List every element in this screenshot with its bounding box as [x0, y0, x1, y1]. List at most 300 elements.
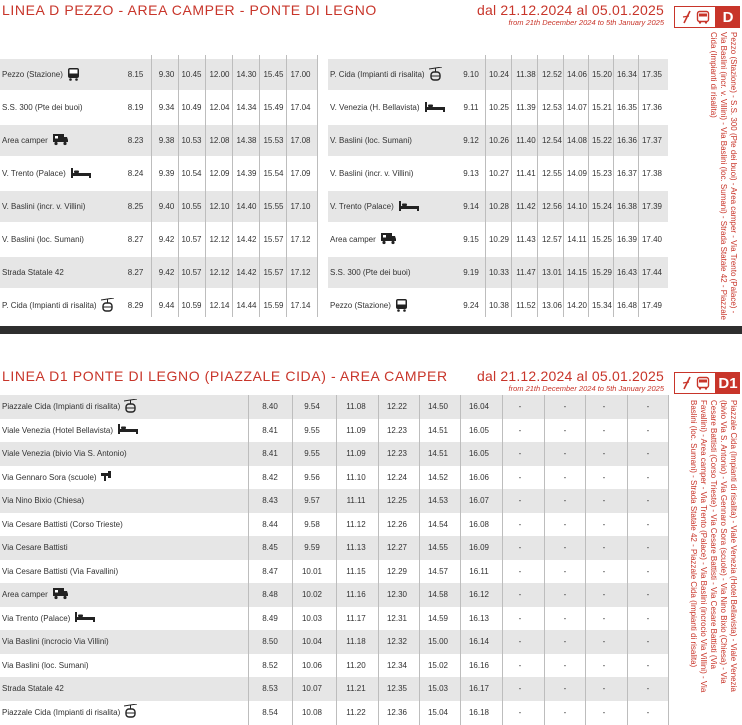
time-cell: 16.04 — [468, 402, 490, 412]
time-cell: - — [518, 566, 522, 576]
time-cell: 14.53 — [427, 496, 449, 506]
time-cell: - — [563, 449, 567, 459]
table-row — [0, 419, 668, 443]
stop-label: Pezzo (Stazione) — [2, 70, 63, 79]
stop-label: V. Baslini (incr. v. Villini) — [330, 169, 414, 178]
time-cell: 14.42 — [236, 235, 257, 244]
time-cell: 9.42 — [158, 268, 175, 277]
time-cell: 8.19 — [127, 103, 144, 112]
time-cell: 12.57 — [541, 235, 563, 244]
table-row — [0, 224, 318, 255]
time-cell: 9.44 — [158, 301, 175, 310]
time-cell: 12.23 — [386, 449, 408, 459]
time-cell: 8.44 — [262, 519, 278, 529]
stop-label: V. Trento (Palace) — [2, 169, 66, 178]
time-cell: 14.30 — [236, 70, 257, 79]
stop-name — [2, 442, 127, 466]
time-cell: - — [518, 543, 522, 553]
camper-icon — [52, 587, 69, 602]
time-cell: 11.10 — [346, 472, 366, 482]
stop-label: Strada Statale 42 — [2, 268, 64, 277]
time-cell: 16.13 — [468, 613, 490, 623]
bed-icon — [398, 201, 420, 213]
time-cell: - — [563, 472, 567, 482]
bus-icon — [696, 10, 710, 24]
time-cell: 14.10 — [566, 202, 588, 211]
time-cell: 17.36 — [641, 103, 663, 112]
stop-name — [2, 224, 84, 255]
time-cell: 15.22 — [591, 136, 613, 145]
table-row — [0, 701, 668, 725]
column-divider — [585, 395, 586, 725]
time-cell: - — [518, 449, 522, 459]
time-cell: 14.44 — [236, 301, 257, 310]
time-cell: 12.23 — [386, 425, 408, 435]
column-divider — [511, 55, 512, 317]
time-cell: 11.52 — [516, 301, 536, 310]
time-cell: - — [646, 402, 650, 412]
time-cell: - — [646, 519, 650, 529]
table-row — [0, 489, 668, 513]
time-cell: 9.56 — [304, 472, 320, 482]
time-cell: - — [518, 425, 522, 435]
time-cell: 9.12 — [463, 136, 479, 145]
time-cell: 15.00 — [427, 637, 449, 647]
stop-name — [2, 92, 83, 123]
time-cell: - — [646, 566, 650, 576]
line-d-letter: D — [716, 6, 740, 28]
time-cell: 11.08 — [346, 402, 366, 412]
timetable-panel-line-d1 — [0, 360, 742, 717]
time-cell: - — [518, 472, 522, 482]
table-row — [0, 677, 668, 701]
table-row — [0, 125, 318, 156]
time-cell: 9.10 — [463, 70, 479, 79]
time-cell: 17.37 — [641, 136, 663, 145]
time-cell: 8.41 — [262, 449, 278, 459]
time-cell: 8.53 — [262, 684, 278, 694]
stop-name — [2, 489, 84, 513]
time-cell: - — [518, 660, 522, 670]
time-cell: 10.02 — [301, 590, 323, 600]
time-cell: 8.41 — [262, 425, 278, 435]
time-cell: 8.40 — [262, 402, 278, 412]
stop-name — [330, 257, 411, 288]
time-cell: 16.35 — [616, 103, 638, 112]
time-cell: - — [646, 707, 650, 717]
stop-name — [2, 630, 109, 654]
time-cell: 12.25 — [386, 496, 408, 506]
table-row — [0, 257, 318, 288]
time-cell: - — [602, 590, 606, 600]
time-cell: 15.21 — [591, 103, 613, 112]
bus-icon — [696, 376, 710, 390]
time-cell: 17.10 — [290, 202, 311, 211]
time-cell: 12.36 — [386, 707, 408, 717]
time-cell: 14.59 — [427, 613, 449, 623]
time-cell: 15.03 — [427, 684, 449, 694]
time-cell: 9.58 — [304, 519, 320, 529]
time-cell: - — [602, 402, 606, 412]
time-cell: 15.59 — [263, 301, 284, 310]
time-cell: 12.56 — [541, 202, 563, 211]
time-cell: 8.27 — [127, 268, 144, 277]
time-cell: 16.43 — [616, 268, 638, 277]
time-cell: 8.15 — [127, 70, 144, 79]
time-cell: 9.59 — [304, 543, 320, 553]
time-cell: 9.55 — [304, 449, 320, 459]
time-cell: 12.35 — [386, 684, 408, 694]
line-d1-route-text: Piazzale Cida (Impianti di risalita) - Viale Venezia (Hotel Bellavista) - Viale Venezia (bivio Via S. Antonio) - Via Gennaro Sora (scuole) - Via Nino Bixio (Chiesa) - Via Cesare Battisti (Corso Trieste) - Via Cesare Battisti - Via Cesare Battisti (Via Favallini) - Area camper - Via Trento (Palace) - Via Baslini (incrocio Via Villini) - Via Baslini (loc. Sumani) - Strada Statale 42 - Piazzale Cida (Impianti di risalita) — [689, 400, 738, 693]
stop-name — [2, 419, 139, 443]
time-cell: 15.20 — [591, 70, 613, 79]
line-d1-route-vertical — [684, 400, 738, 700]
time-cell: 9.39 — [158, 169, 175, 178]
time-cell: 9.15 — [463, 235, 479, 244]
time-cell: 17.38 — [641, 169, 663, 178]
stop-label: P. Cida (Impianti di risalita) — [330, 70, 425, 79]
time-cell: 8.27 — [127, 235, 144, 244]
time-cell: 14.57 — [427, 566, 449, 576]
time-cell: 11.12 — [346, 519, 366, 529]
time-cell: 16.07 — [468, 496, 490, 506]
table-row — [0, 513, 668, 537]
column-divider — [292, 395, 293, 725]
time-cell: 12.27 — [386, 543, 408, 553]
time-cell: - — [646, 472, 650, 482]
stop-label: Via Baslini (incrocio Via Villini) — [2, 637, 109, 647]
time-cell: 8.48 — [262, 590, 278, 600]
table-row — [0, 654, 668, 678]
column-divider — [563, 55, 564, 317]
time-cell: 17.12 — [290, 235, 311, 244]
time-cell: 11.42 — [516, 202, 536, 211]
time-cell: 9.55 — [304, 425, 320, 435]
time-cell: 9.40 — [158, 202, 175, 211]
stop-name — [2, 701, 137, 725]
time-cell: 12.29 — [386, 566, 408, 576]
stop-name — [330, 191, 420, 222]
time-cell: 10.59 — [181, 301, 202, 310]
line-d-date-range: dal 21.12.2024 al 05.01.2025 — [477, 2, 664, 18]
column-divider — [232, 55, 233, 317]
table-row — [328, 224, 668, 255]
time-cell: 11.13 — [346, 543, 366, 553]
time-cell: 10.33 — [488, 268, 510, 277]
table-row — [0, 92, 318, 123]
time-cell: 10.24 — [488, 70, 510, 79]
time-cell: 14.42 — [236, 268, 257, 277]
time-cell: 10.45 — [181, 70, 202, 79]
time-cell: 9.14 — [463, 202, 479, 211]
time-cell: 14.15 — [566, 268, 588, 277]
time-cell: - — [646, 425, 650, 435]
time-cell: 15.45 — [263, 70, 284, 79]
table-row — [0, 290, 318, 321]
camper-icon — [380, 232, 397, 247]
time-cell: 11.22 — [346, 707, 366, 717]
time-cell: 14.07 — [566, 103, 588, 112]
stop-name — [2, 513, 123, 537]
time-cell: - — [563, 496, 567, 506]
column-divider — [378, 395, 379, 725]
stop-name — [2, 607, 96, 631]
time-cell: 15.54 — [263, 169, 284, 178]
cablecar-icon — [124, 704, 137, 720]
time-cell: 14.54 — [427, 519, 449, 529]
stop-name — [2, 583, 69, 607]
time-cell: - — [602, 613, 606, 623]
time-cell: - — [602, 519, 606, 529]
table-row — [0, 442, 668, 466]
column-divider — [627, 395, 628, 725]
line-d1-title: LINEA D1 PONTE DI LEGNO (PIAZZALE CIDA) - AREA CAMPER — [2, 368, 448, 384]
time-cell: - — [602, 637, 606, 647]
time-cell: 8.49 — [262, 613, 278, 623]
time-cell: 15.57 — [263, 268, 284, 277]
time-cell: - — [563, 402, 567, 412]
time-cell: 12.04 — [209, 103, 230, 112]
time-cell: 11.21 — [346, 684, 366, 694]
stop-label: Via Gennaro Sora (scuole) — [2, 472, 97, 482]
time-cell: - — [563, 425, 567, 435]
time-cell: 8.23 — [127, 136, 144, 145]
time-cell: 17.49 — [641, 301, 663, 310]
time-cell: 17.44 — [641, 268, 663, 277]
stop-name — [2, 654, 89, 678]
time-cell: 15.04 — [427, 707, 449, 717]
stop-name — [330, 290, 408, 321]
time-cell: 11.20 — [346, 660, 366, 670]
time-cell: 15.49 — [263, 103, 284, 112]
time-cell: - — [602, 660, 606, 670]
time-cell: 12.08 — [209, 136, 230, 145]
time-cell: 12.30 — [386, 590, 408, 600]
badge-icons — [674, 372, 716, 394]
time-cell: - — [518, 684, 522, 694]
time-cell: 17.39 — [641, 202, 663, 211]
line-d1-letter: D1 — [716, 372, 740, 394]
stop-name — [2, 395, 137, 419]
line-d-route-text: Pezzo (Stazione) - S.S. 300 (Pte dei buoi) - Area camper - Via Trento (Palace) - Via Baslini (incr. v. Villini) - Via Baslini (loc. Sumani) - Strada Statale 42 - Piazzale Cida (Impianti di risalita) — [709, 32, 738, 320]
time-cell: 12.26 — [386, 519, 408, 529]
time-cell: - — [646, 449, 650, 459]
time-cell: 12.12 — [209, 268, 230, 277]
table-row — [0, 536, 668, 560]
time-cell: 14.51 — [427, 449, 449, 459]
time-cell: - — [563, 613, 567, 623]
column-divider — [613, 55, 614, 317]
stop-name — [2, 560, 118, 584]
time-cell: 14.58 — [427, 590, 449, 600]
time-cell: 16.34 — [616, 70, 638, 79]
table-row — [328, 59, 668, 90]
badge-icons — [674, 6, 716, 28]
panel-divider — [0, 326, 742, 334]
time-cell: 16.38 — [616, 202, 638, 211]
time-cell: 12.52 — [541, 70, 563, 79]
time-cell: 9.11 — [463, 103, 479, 112]
time-cell: 16.14 — [468, 637, 490, 647]
column-divider — [248, 395, 249, 725]
time-cell: 16.05 — [468, 425, 490, 435]
time-cell: 11.09 — [346, 425, 366, 435]
time-cell: 8.24 — [127, 169, 144, 178]
time-cell: 9.19 — [463, 268, 479, 277]
time-cell: - — [646, 637, 650, 647]
table-row — [328, 257, 668, 288]
time-cell: 14.20 — [566, 301, 588, 310]
bed-icon — [74, 612, 96, 624]
time-cell: 16.36 — [616, 136, 638, 145]
time-cell: 15.02 — [427, 660, 449, 670]
time-cell: 15.57 — [263, 235, 284, 244]
time-cell: 11.40 — [516, 136, 536, 145]
line-d-route-vertical — [684, 32, 738, 322]
time-cell: 14.39 — [236, 169, 257, 178]
stop-label: Via Trento (Palace) — [2, 613, 71, 623]
time-cell: 12.31 — [386, 613, 408, 623]
time-cell: 12.14 — [209, 301, 230, 310]
time-cell: 10.03 — [301, 613, 323, 623]
time-cell: - — [646, 613, 650, 623]
time-cell: 15.34 — [591, 301, 613, 310]
stop-name — [330, 125, 412, 156]
time-cell: 16.37 — [616, 169, 638, 178]
time-cell: 12.24 — [386, 472, 408, 482]
time-cell: - — [563, 519, 567, 529]
time-cell: - — [563, 707, 567, 717]
table-row — [0, 191, 318, 222]
bed-icon — [424, 102, 446, 114]
time-cell: 11.43 — [516, 235, 536, 244]
time-cell: 14.51 — [427, 425, 449, 435]
bus-icon — [395, 298, 408, 314]
time-cell: 12.00 — [209, 70, 230, 79]
stop-label: Via Cesare Battisti (Via Favallini) — [2, 566, 119, 576]
time-cell: 16.11 — [469, 566, 489, 576]
time-cell: 12.53 — [541, 103, 563, 112]
time-cell: 10.01 — [301, 566, 323, 576]
time-cell: 12.10 — [209, 202, 230, 211]
time-cell: - — [646, 543, 650, 553]
time-cell: 16.18 — [468, 707, 490, 717]
time-cell: 10.55 — [181, 202, 202, 211]
time-cell: 14.40 — [236, 202, 257, 211]
time-cell: - — [563, 543, 567, 553]
stop-label: Viale Venezia (Hotel Bellavista) — [2, 425, 114, 435]
table-row — [328, 158, 668, 189]
stop-name — [2, 191, 85, 222]
time-cell: 16.17 — [468, 684, 490, 694]
column-divider — [419, 395, 420, 725]
time-cell: - — [563, 590, 567, 600]
line-d1-dates — [477, 368, 664, 393]
time-cell: 10.27 — [488, 169, 510, 178]
time-cell: 10.08 — [301, 707, 323, 717]
time-cell: 17.14 — [290, 301, 311, 310]
stop-label: Piazzale Cida (Impianti di risalita) — [2, 707, 121, 717]
time-cell: - — [518, 707, 522, 717]
time-cell: 14.50 — [427, 402, 449, 412]
time-cell: 10.38 — [488, 301, 510, 310]
stop-name — [330, 158, 413, 189]
time-cell: - — [602, 425, 606, 435]
column-divider — [638, 55, 639, 317]
time-cell: 11.17 — [346, 613, 366, 623]
time-cell: 10.26 — [488, 136, 510, 145]
stop-label: V. Baslini (loc. Sumani) — [330, 136, 412, 145]
time-cell: 8.47 — [262, 566, 278, 576]
column-divider — [485, 55, 486, 317]
time-cell: 8.52 — [262, 660, 278, 670]
time-cell: - — [602, 496, 606, 506]
time-cell: - — [602, 543, 606, 553]
table-row — [328, 191, 668, 222]
stop-name — [2, 536, 68, 560]
time-cell: 16.05 — [468, 449, 490, 459]
time-cell: - — [602, 472, 606, 482]
time-cell: 15.55 — [263, 202, 284, 211]
stop-label: V. Baslini (loc. Sumani) — [2, 235, 84, 244]
time-cell: 15.29 — [591, 268, 613, 277]
bed-icon — [70, 168, 92, 180]
stop-name — [330, 224, 397, 255]
column-divider — [502, 395, 503, 725]
time-cell: 11.16 — [346, 590, 366, 600]
line-d1-badge — [674, 372, 740, 394]
column-divider — [178, 55, 179, 317]
stop-label: S.S. 300 (Pte dei buoi) — [2, 103, 83, 112]
line-d-date-range-en: from 21th December 2024 to 5th January 2025 — [508, 18, 664, 27]
time-cell: - — [646, 590, 650, 600]
time-cell: 16.16 — [468, 660, 490, 670]
table-row — [0, 583, 668, 607]
column-divider — [286, 55, 287, 317]
time-cell: 16.48 — [616, 301, 638, 310]
column-divider — [259, 55, 260, 317]
time-cell: 15.25 — [591, 235, 613, 244]
time-cell: 10.53 — [181, 136, 202, 145]
line-d1-date-range: dal 21.12.2024 al 05.01.2025 — [477, 368, 664, 384]
time-cell: 10.29 — [488, 235, 510, 244]
stop-name — [2, 257, 64, 288]
time-cell: 10.06 — [301, 660, 323, 670]
time-cell: 15.24 — [591, 202, 613, 211]
time-cell: 14.34 — [236, 103, 257, 112]
time-cell: 9.13 — [463, 169, 479, 178]
table-row — [328, 92, 668, 123]
stop-label: Area camper — [2, 136, 48, 145]
cablecar-icon — [101, 298, 114, 314]
time-cell: - — [646, 684, 650, 694]
column-divider — [537, 55, 538, 317]
time-cell: 14.38 — [236, 136, 257, 145]
school-icon — [101, 470, 113, 484]
time-cell: 14.08 — [566, 136, 588, 145]
bus-icon — [67, 67, 80, 83]
time-cell: 9.24 — [463, 301, 479, 310]
table-row — [0, 630, 668, 654]
column-divider — [151, 55, 152, 317]
line-d1-date-range-en: from 21th December 2024 to 5th January 2025 — [508, 384, 664, 393]
table-row — [0, 607, 668, 631]
time-cell: - — [602, 707, 606, 717]
cablecar-icon — [124, 399, 137, 415]
time-cell: - — [646, 496, 650, 506]
column-divider — [544, 395, 545, 725]
time-cell: 17.04 — [290, 103, 311, 112]
